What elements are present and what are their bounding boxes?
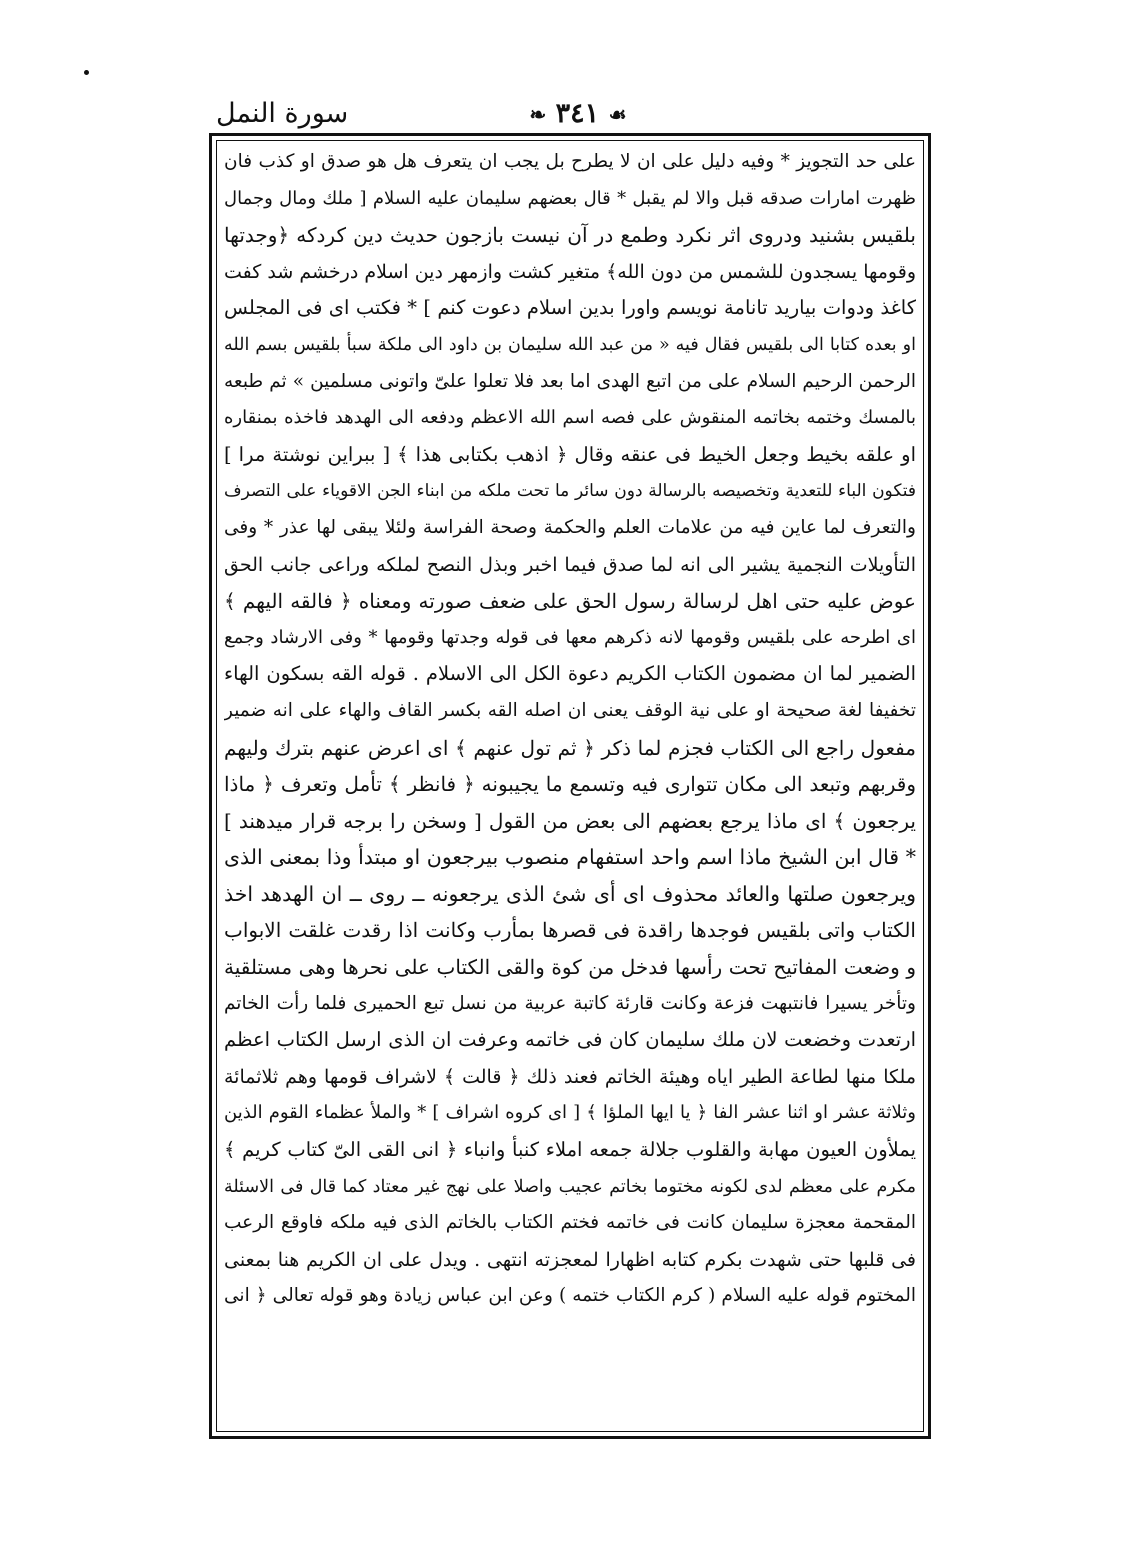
text-line: ملكا منها لطاعة الطير اياه وهيئة الخاتم فعند ذلك ﴿ قالت ﴾ لاشراف قومها وهم ثلاثمائة (224, 1065, 916, 1088)
text-line: يرجعون ﴾ اى ماذا يرجع بعضهم الى بعض من القول [ وسخن را برجه قرار ميدهند ] (224, 808, 916, 833)
text-line: الرحمن الرحيم السلام على من اتبع الهدى اما بعد فلا تعلوا علىّ واتونى مسلمين » ثم طبعه (224, 370, 916, 392)
text-line: وقومها يسجدون للشمس من دون الله﴾ متغير كشت وازمهر دين اسلام درخشم شد كفت (224, 260, 916, 283)
text-line: كاغذ ودوات بياريد تانامة نويسم واورا بدين اسلام دعوت كنم ] * فكتب اى فى المجلس (224, 296, 916, 320)
body-text (224, 144, 916, 1428)
text-line: فى قلبها حتى شهدت بكرم كتابه اظهارا لمعجزته انتهى . ويدل على ان الكريم هنا بمعنى (224, 1248, 916, 1271)
text-line: فتكون الباء للتعدية وتخصيصه بالرسالة دون سائر ما تحت ملكه من ابناء الجن الاقوياء على التصرف (224, 481, 916, 502)
text-line: والتعرف لما عاين فيه من علامات العلم والحكمة وصحة الفراسة ولئلا يبقى لها عذر * وفى (224, 516, 916, 538)
text-line: الكتاب واتى بلقيس فوجدها راقدة فى قصرها بمأرب وكانت اذا رقدت غلقت الابواب (224, 918, 916, 943)
text-line: يملأون العيون مهابة والقلوب جلالة جمعه املاء كنبأ وانباء ﴿ انى القى الىّ كتاب كريم ﴾ (224, 1138, 916, 1162)
text-line: بالمسك وختمه بخاتمه المنقوش على فصه اسم الله الاعظم ودفعه الى الهدهد فاخذه بمنقاره (224, 407, 916, 429)
text-line: على حد التجويز * وفيه دليل على ان لا يطرح بل يجب ان يتعرف هل هو صدق او كذب فان (224, 151, 916, 172)
page-number: ٣٤١ (555, 98, 600, 129)
text-line: المختوم قوله عليه السلام ( كرم الكتاب ختمه ) وعن ابن عباس زيادة وهو قوله تعالى ﴿ انى (224, 1285, 916, 1307)
surah-title: سورة النمل (216, 98, 349, 129)
text-line: وثلاثة عشر او اثنا عشر الفا ﴿ يا ايها الملؤا ﴾ [ اى كروه اشراف ] * والملأ عظماء القوم الذين (224, 1102, 916, 1124)
text-line: مكرم على معظم لدى لكونه مختوما بخاتم عجيب واصلا على نهج غير معتاد كما قال فى الاسئلة (224, 1176, 916, 1197)
text-line: مفعول راجع الى الكتاب فجزم لما ذكر ﴿ ثم تول عنهم ﴾ اى اعرض عنهم بترك وليهم (224, 735, 916, 760)
text-line: ويرجعون صلتها والعائد محذوف اى أى شئ الذى يرجعونه ــ روى ــ ان الهدهد اخذ (224, 881, 916, 906)
text-line: التأويلات النجمية يشير الى انه لما صدق فيما اخبر وبذل النصح لملكه وراعى جانب الحق (224, 553, 916, 576)
text-line: و وضعت المفاتيح تحت رأسها فدخل من كوة والقى الكتاب على نحرها وهى مستلقية (224, 955, 916, 980)
page-header (210, 98, 946, 138)
text-line: تخفيفا لغة صحيحة او على نية الوقف يعنى ان اصله القه بكسر القاف والهاء على انه ضمير (224, 699, 916, 721)
text-frame (209, 133, 931, 1439)
text-line: او علقه بخيط وجعل الخيط فى عنقه وقال ﴿ اذهب بكتابى هذا ﴾ [ ببراين نوشتة مرا ] (224, 442, 916, 466)
text-line: او بعده كتابا الى بلقيس فقال فيه « من عبد الله سليمان بن داود الى ملكة سبأ بلقيس بسم الله (224, 334, 916, 355)
text-line: * قال ابن الشيخ ماذا اسم واحد استفهام منصوب بيرجعون او مبتدأ وذا بمعنى الذى (224, 845, 916, 870)
text-line: اى اطرحه على بلقيس وقومها لانه ذكرهم معها فى قوله وجدتها وقومها * وفى الارشاد وجمع (224, 626, 916, 648)
text-line: ظهرت امارات صدقه قبل والا لم يقبل * قال بعضهم سليمان عليه السلام [ ملك ومال وجمال (224, 187, 916, 209)
page-number-group (210, 98, 946, 129)
text-line: بلقيس بشنيد ودروى اثر نكرد وطمع در آن نيست بازجون حديث دين كردكه ﴿وجدتها (224, 223, 916, 248)
text-line: الضمير لما ان مضمون الكتاب الكريم دعوة الكل الى الاسلام . قوله القه بسكون الهاء (224, 662, 916, 686)
stray-mark (84, 70, 89, 75)
text-line: عوض عليه حتى اهل لرسالة رسول الحق على ضعف صورته ومعناه ﴿ فالقه اليهم ﴾ (224, 589, 916, 614)
ornament-left-icon: ❧ (529, 102, 547, 127)
text-line: وقربهم وتبعد الى مكان تتوارى فيه وتسمع ما يجيبونه ﴿ فانظر ﴾ تأمل وتعرف ﴿ ماذا (224, 772, 916, 797)
ornament-right-icon: ☙ (608, 102, 627, 127)
text-line: المقحمة معجزة سليمان كانت فى خاتمه فختم الكتاب بالخاتم الذى فيه ملكه فاوقع الرعب (224, 1212, 916, 1234)
text-line: ارتعدت وخضعت لان ملك سليمان كان فى خاتمه وعرفت ان الذى ارسل الكتاب اعظم (224, 1028, 916, 1052)
text-line: وتأخر يسيرا فانتبهت فزعة وكانت قارئة كاتبة عربية من نسل تبع الحميرى فلما رأت الخاتم (224, 992, 916, 1014)
